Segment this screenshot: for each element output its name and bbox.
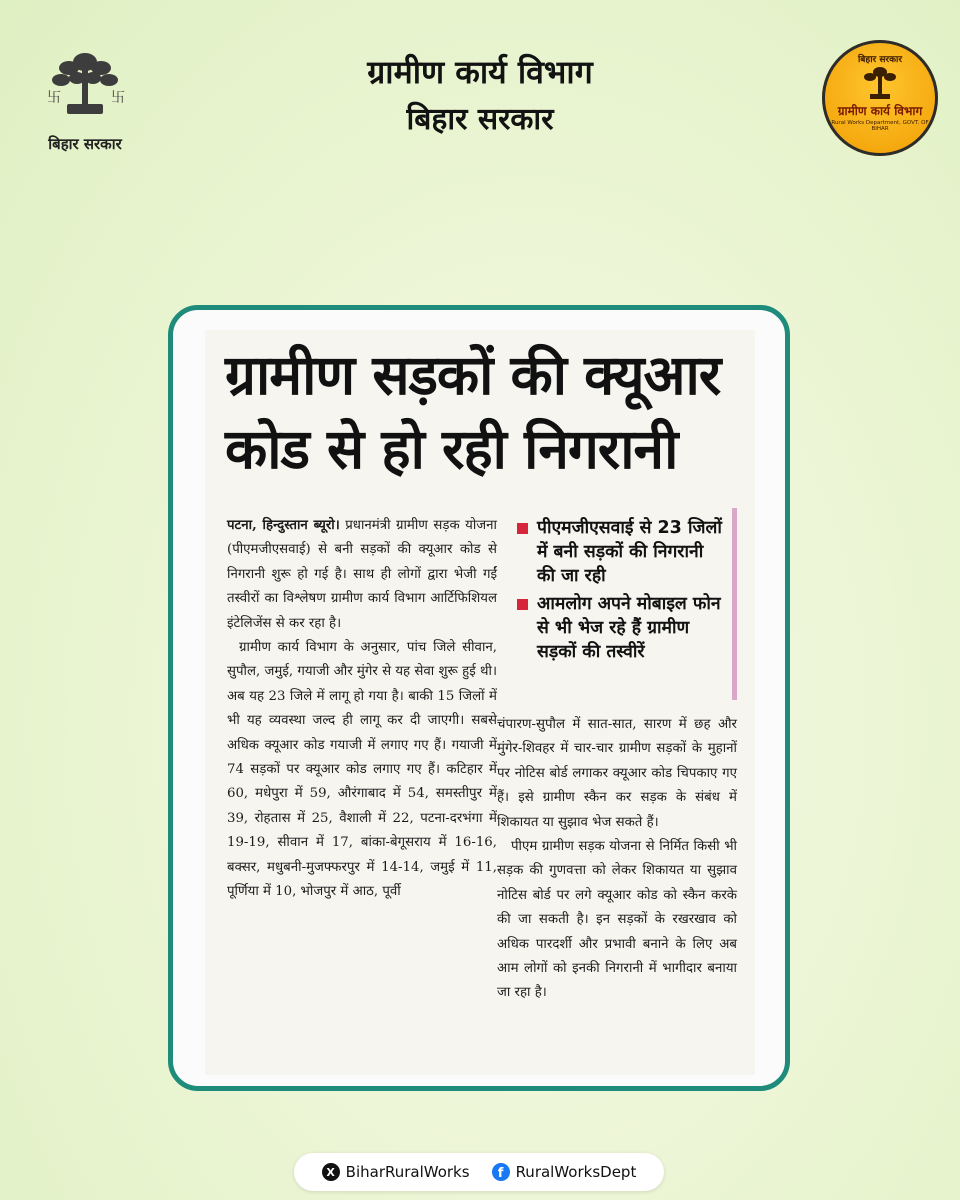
newspaper-clipping (205, 330, 755, 1075)
emblem-caption: बिहार सरकार (48, 135, 122, 153)
page-header (0, 50, 960, 138)
svg-text:卐: 卐 (47, 90, 61, 106)
x-logo-icon: X (322, 1163, 340, 1181)
x-handle-text: BiharRuralWorks (345, 1163, 470, 1181)
tree-logo-icon (856, 62, 904, 102)
article-paragraph-3: चंपारण-सुपौल में सात-सात, सारण में छह और मुंगेर-शिवहर में चार-चार ग्रामीण सड़कों के मुहानों पर नोटिस बोर्ड लगाकर क्यूआर कोड चिपकाए गए हैं। इसे ग्रामीण स्कैन कर सड़क के संबंध में शिकायत या सुझाव भेज सकते हैं। (497, 717, 737, 830)
article-paragraph-4: पीएम ग्रामीण सड़क योजना से निर्मित किसी भी सड़क की गुणवत्ता को लेकर शिकायत या सुझाव नोटिस बोर्ड पर लगे क्यूआर कोड को स्कैन करके की जा सकती है। इन सड़कों के रखरखाव को अधिक पारदर्शी और प्रभावी बनाने के लिए अब आम लोगों को इनकी निगरानी में भागीदार बनाया जा रहा है। (497, 839, 737, 1001)
headline-line-2: कोड से हो रही निगरानी (225, 417, 678, 481)
article-dateline: पटना, हिन्दुस्तान ब्यूरो। (227, 518, 340, 533)
article-paragraph-1: प्रधानमंत्री ग्रामीण सड़क योजना (पीएमजीएसवाई) से बनी सड़कों की क्यूआर कोड से निगरानी शुरू हो गई है। साथ ही लोगों द्वारा भेजी गईं तस्वीरों का विश्लेषण ग्रामीण कार्य विभाग आर्टिफिशियल इंटेलिजेंस से कर रहा है। (227, 518, 497, 631)
article-paragraph-2: ग्रामीण कार्य विभाग के अनुसार, पांच जिले सीवान, सुपौल, जमुई, गयाजी और मुंगेर से यह सेवा शुरू हुई थी। अब यह 23 जिले में लागू हो गया है। बाकी 15 जिलों में भी यह व्यवस्था जल्द ही लागू कर दी जाएगी। सबसे अधिक क्यूआर कोड गयाजी में लगाए गए हैं। गयाजी में 74 सड़कों पर क्यूआर कोड लगाए गए हैं। कटिहार में 60, मधेपुरा में 59, औरंगाबाद में 54, समस्तीपुर में 39, रोहतास में 25, वैशाली में 22, पटना-दरभंगा में 19-19, सीवान में 17, बांका-बेगूसराय में 16-16, बक्सर, मधुबनी-मुजफ्फरपुर में 14-14, जमुई में 11, पूर्णिया में 10, भोजपुर में आठ, पूर्वी (227, 640, 497, 900)
article-highlights-box (505, 508, 737, 700)
government-title: बिहार सरकार (406, 102, 554, 137)
x-handle-link[interactable] (322, 1163, 470, 1181)
svg-text:卐: 卐 (111, 90, 125, 106)
badge-subtitle: Rural Works Department, GOVT. OF BIHAR (831, 120, 929, 132)
social-footer (294, 1153, 664, 1191)
article-headline (225, 338, 745, 486)
badge-department-name: ग्रामीण कार्य विभाग (837, 104, 923, 118)
highlight-item (515, 592, 724, 664)
bullet-square-icon (517, 599, 528, 610)
badge-top-text: बिहार सरकार (857, 55, 903, 65)
highlight-text: आमलोग अपने मोबाइल फोन से भी भेज रहे हैं ग्रामीण सड़कों की तस्वीरें (537, 594, 721, 662)
article-left-column (227, 514, 497, 905)
bullet-square-icon (517, 523, 528, 534)
headline-line-1: ग्रामीण सड़कों की क्यूआर (225, 343, 721, 407)
facebook-handle-link[interactable] (492, 1163, 637, 1181)
department-title: ग्रामीण कार्य विभाग (367, 53, 593, 91)
facebook-logo-icon: f (492, 1163, 510, 1181)
facebook-handle-text: RuralWorksDept (515, 1163, 637, 1181)
department-logo-badge (822, 40, 938, 156)
highlight-text: पीएमजीएसवाई से 23 जिलों में बनी सड़कों की निगरानी की जा रही (537, 518, 722, 586)
article-right-column (497, 713, 737, 1006)
highlight-item (515, 516, 724, 588)
